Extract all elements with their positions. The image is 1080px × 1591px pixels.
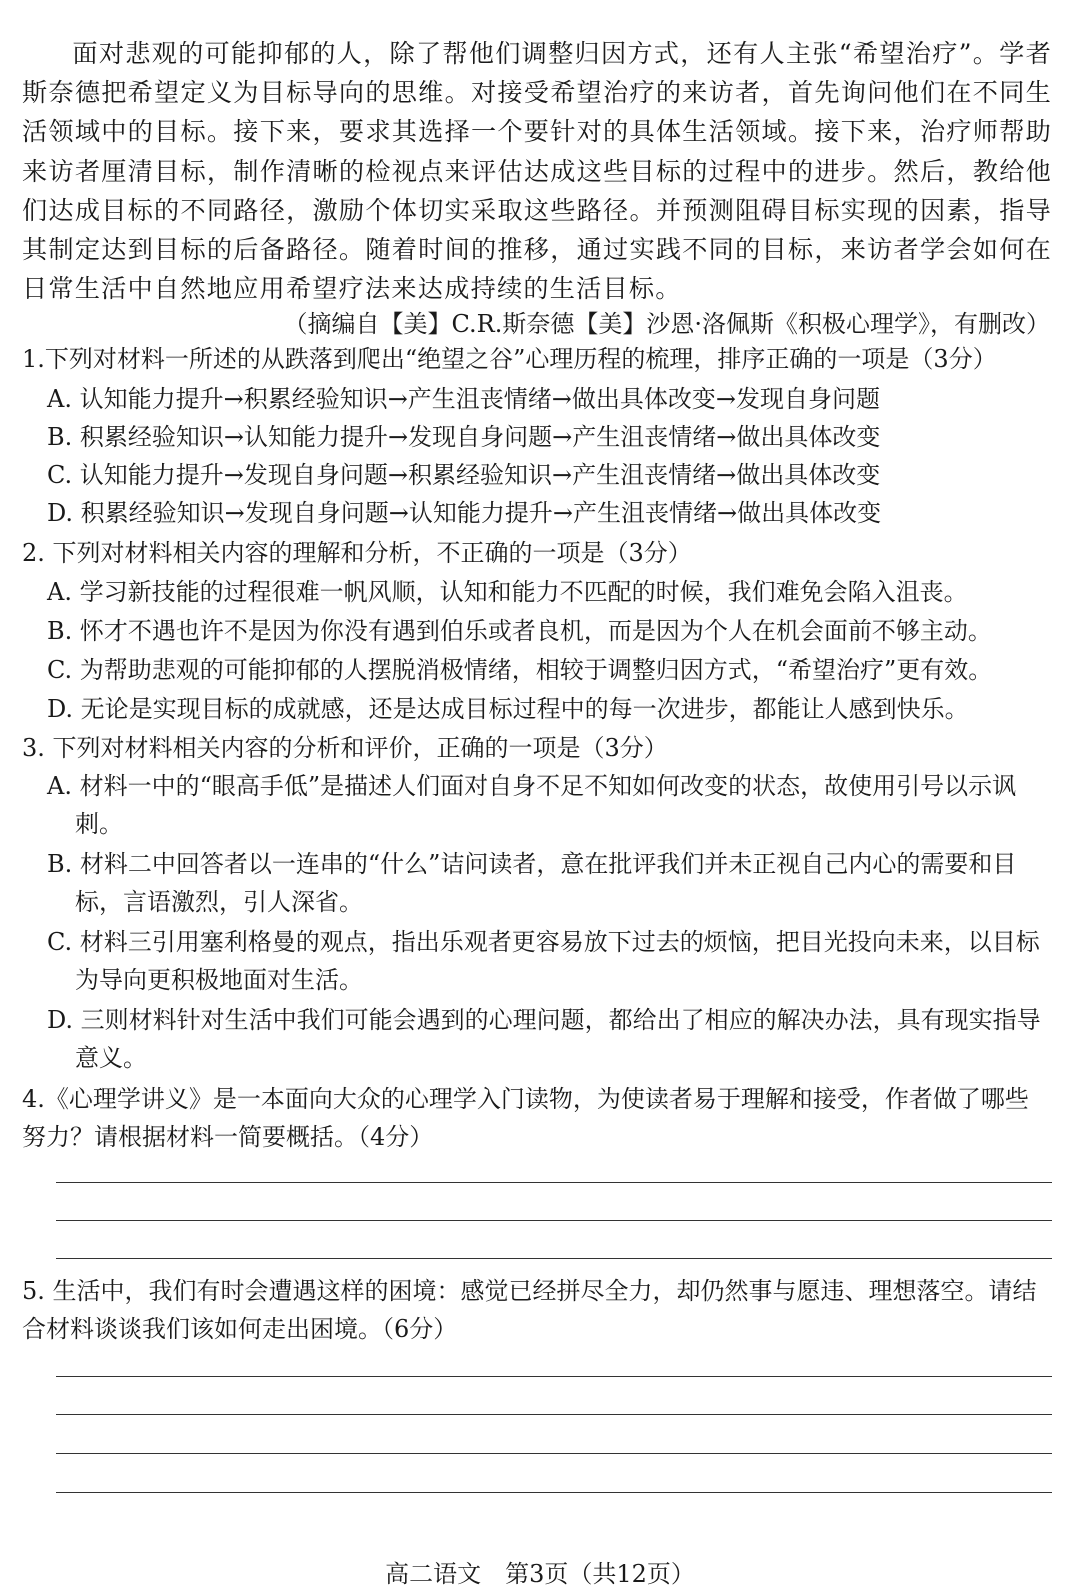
question-1-option-b: B. 积累经验知识→认知能力提升→发现自身问题→产生沮丧情绪→做出具体改变	[47, 423, 881, 451]
answer-line	[56, 1376, 1052, 1377]
question-5-stem: 5. 生活中，我们有时会遭遇这样的困境：感觉已经拼尽全力，却仍然事与愿违、理想落空。请结合材料谈谈我们该如何走出困境。（6分）	[22, 1277, 1037, 1343]
page-footer: 高二语文 第3页（共12页）	[385, 1560, 695, 1588]
question-1-option-d: D. 积累经验知识→发现自身问题→认知能力提升→产生沮丧情绪→做出具体改变	[47, 499, 882, 527]
question-1-option-a: A. 认知能力提升→积累经验知识→产生沮丧情绪→做出具体改变→发现自身问题	[47, 385, 881, 413]
answer-line	[56, 1258, 1052, 1259]
question-2-option-a: A. 学习新技能的过程很难一帆风顺，认知和能力不匹配的时候，我们难免会陷入沮丧。	[47, 578, 968, 606]
question-2-option-d: D. 无论是实现目标的成就感，还是达成目标过程中的每一次进步，都能让人感到快乐。	[47, 695, 969, 723]
question-3-stem: 3. 下列对材料相关内容的分析和评价，正确的一项是（3分）	[22, 734, 668, 762]
question-2-stem: 2. 下列对材料相关内容的理解和分析，不正确的一项是（3分）	[22, 539, 692, 567]
question-4-stem: 4.《心理学讲义》是一本面向大众的心理学入门读物，为使读者易于理解和接受，作者做了哪些努力？请根据材料一简要概括。（4分）	[22, 1085, 1029, 1151]
source-citation: （摘编自【美】C.R.斯奈德【美】沙恩·洛佩斯《积极心理学》，有删改）	[283, 310, 1050, 338]
passage-paragraph: 面对悲观的可能抑郁的人，除了帮他们调整归因方式，还有人主张“希望治疗”。学者斯奈德把希望定义为目标导向的思维。对接受希望治疗的来访者，首先询问他们在不同生活领域中的目标。接下来，要求其选择一个要针对的具体生活领域。接下来，治疗师帮助来访者厘清目标，制作清晰的检视点来评估达成这些目标的过程中的进步。然后，教给他们达成目标的不同路径，激励个体切实采取这些路径。并预测阻碍目标实现的因素，指导其制定达到目标的后备路径。随着时间的推移，通过实践不同的目标，来访者学会如何在日常生活中自然地应用希望疗法来达成持续的生活目标。	[22, 39, 1052, 304]
answer-line	[56, 1182, 1052, 1183]
answer-line	[56, 1492, 1052, 1493]
question-1-stem: 1.下列对材料一所述的从跌落到爬出“绝望之谷”心理历程的梳理，排序正确的一项是（3分）	[22, 345, 997, 373]
question-2-option-c: C. 为帮助悲观的可能抑郁的人摆脱消极情绪，相较于调整归因方式，“希望治疗”更有效。	[47, 656, 993, 684]
question-3-option-b: B. 材料二中回答者以一连串的“什么”诘问读者，意在批评我们并未正视自己内心的需要和目标，言语激烈，引人深省。	[47, 850, 1017, 916]
question-2-option-b: B. 怀才不遇也许不是因为你没有遇到伯乐或者良机，而是因为个人在机会面前不够主动。	[47, 617, 992, 645]
question-3-option-c: C. 材料三引用塞利格曼的观点，指出乐观者更容易放下过去的烦恼，把目光投向未来，以目标为导向更积极地面对生活。	[47, 928, 1040, 994]
question-3-option-d: D. 三则材料针对生活中我们可能会遇到的心理问题，都给出了相应的解决办法，具有现实指导意义。	[47, 1006, 1041, 1072]
question-3-option-a: A. 材料一中的“眼高手低”是描述人们面对自身不足不知如何改变的状态，故使用引号以示讽刺。	[47, 772, 1017, 838]
answer-line	[56, 1414, 1052, 1415]
question-1-option-c: C. 认知能力提升→发现自身问题→积累经验知识→产生沮丧情绪→做出具体改变	[47, 461, 881, 489]
answer-line	[56, 1453, 1052, 1454]
answer-line	[56, 1220, 1052, 1221]
